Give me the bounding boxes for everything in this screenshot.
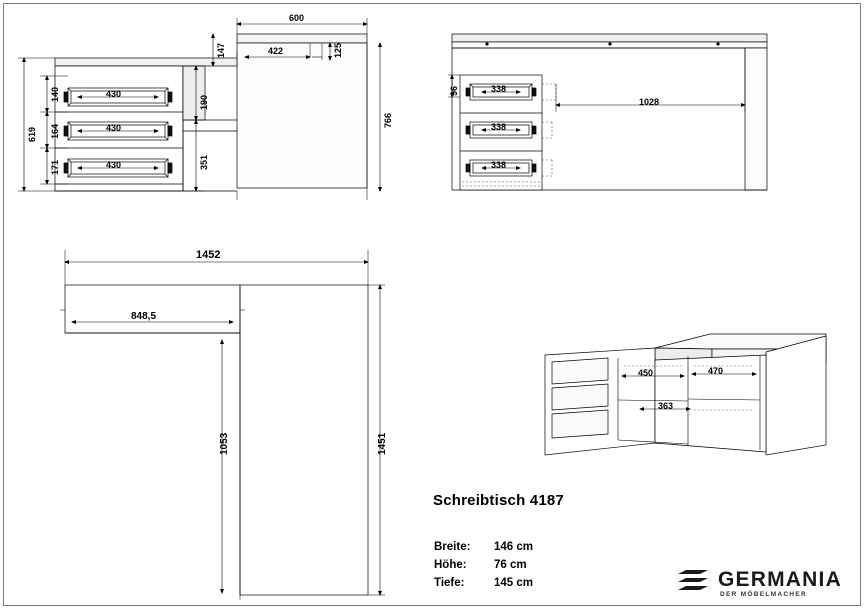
spec-value-tiefe: 145 cm	[494, 577, 534, 589]
brand-name: GERMANIA	[718, 568, 842, 591]
brand-tagline: DER MÖBELMACHER	[720, 591, 808, 598]
page-title: Schreibtisch 4187	[433, 492, 564, 509]
dim-147: 147	[216, 42, 226, 58]
brand-logo	[676, 568, 856, 602]
dim-190: 190	[199, 94, 209, 110]
dim-848-5: 848,5	[131, 311, 157, 322]
dim-171: 171	[50, 159, 60, 175]
dim-470: 470	[708, 366, 724, 376]
spec-label-breite: Breite:	[434, 541, 471, 553]
dim-1451: 1451	[377, 432, 388, 455]
dim-351: 351	[199, 154, 209, 170]
spec-value-breite: 146 cm	[494, 541, 534, 553]
dim-363: 363	[658, 401, 674, 411]
germania-mark-icon	[676, 568, 712, 598]
dim-1053: 1053	[219, 432, 230, 455]
spec-value-hoehe: 76 cm	[494, 559, 527, 571]
dim-125: 125	[333, 42, 343, 58]
dim-338-bottom: 338	[491, 160, 507, 170]
dim-338-top: 338	[491, 84, 507, 94]
dim-430-bottom: 430	[106, 160, 122, 170]
dim-96: 96	[449, 85, 459, 96]
spec-label-hoehe: Höhe:	[434, 559, 467, 571]
dim-600: 600	[289, 13, 305, 23]
dim-338-middle: 338	[491, 122, 507, 132]
dim-430-top: 430	[106, 89, 122, 99]
dim-766: 766	[383, 112, 393, 128]
dim-430-middle: 430	[106, 123, 122, 133]
dim-619: 619	[27, 126, 37, 142]
spec-label-tiefe: Tiefe:	[434, 577, 465, 589]
dim-164: 164	[50, 123, 60, 139]
dim-450: 450	[638, 368, 654, 378]
dim-1028: 1028	[639, 97, 660, 107]
dim-422: 422	[268, 46, 284, 56]
dim-140: 140	[50, 86, 60, 102]
dim-1452: 1452	[196, 249, 221, 261]
